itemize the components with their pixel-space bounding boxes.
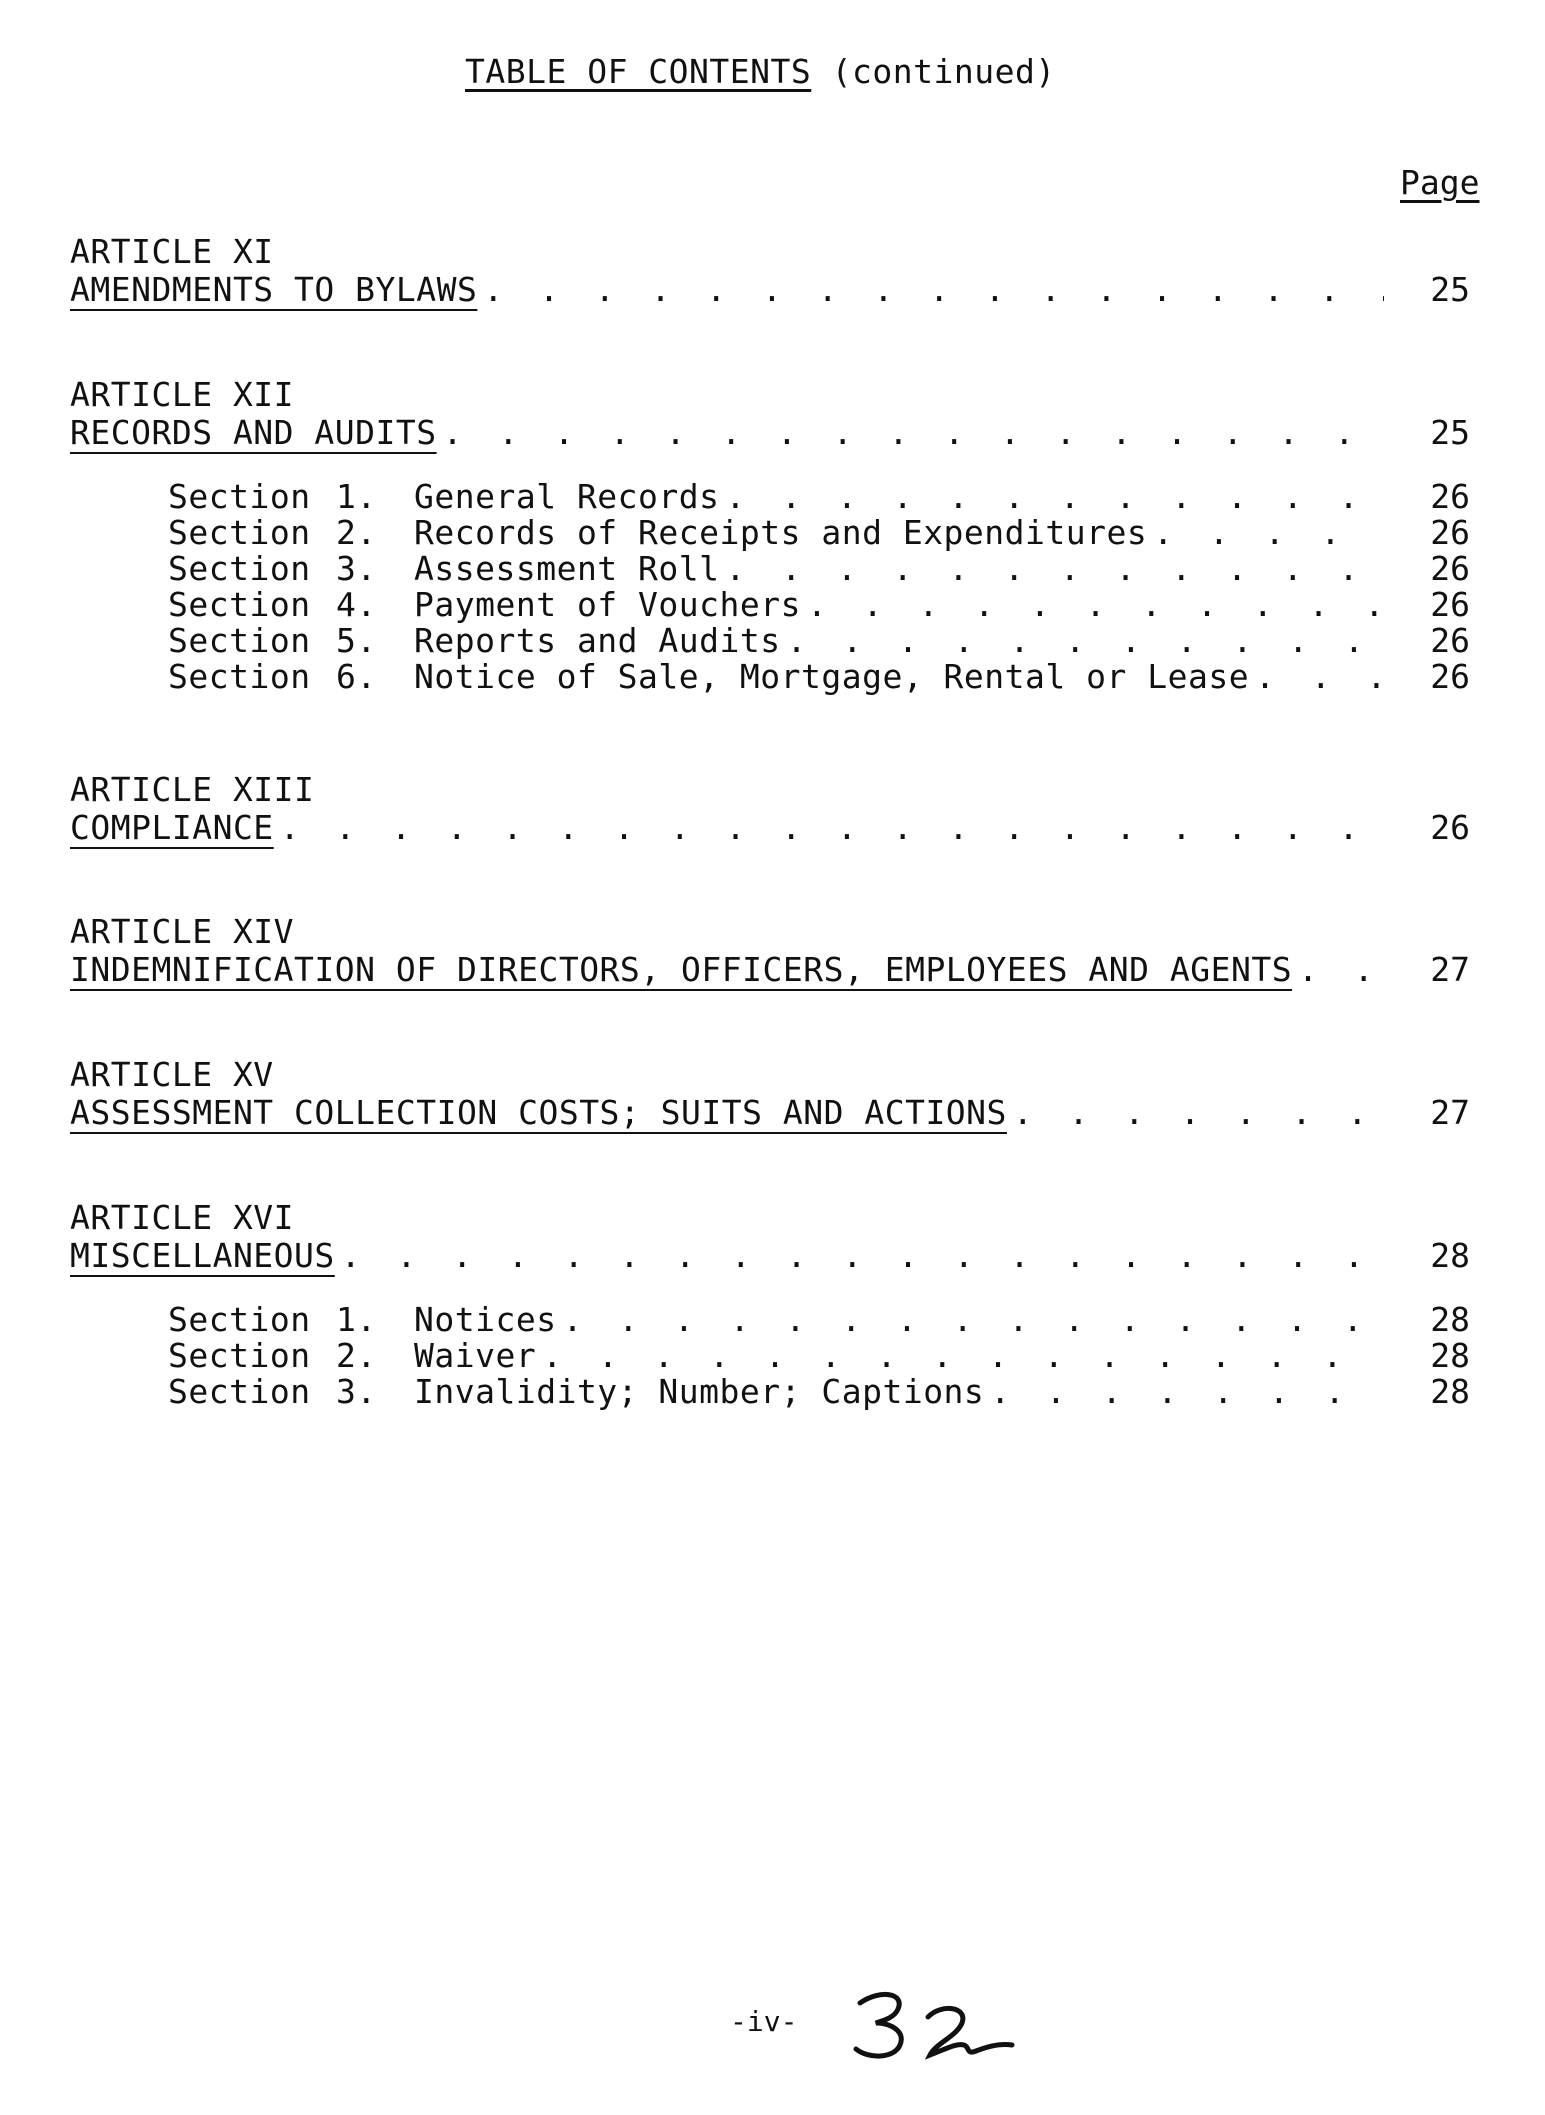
article-xv <box>70 1055 1470 1131</box>
page-number: 28 <box>1430 1236 1470 1275</box>
section-title: General Records <box>414 477 720 516</box>
article-entry <box>70 1095 1470 1131</box>
article-title: RECORDS AND AUDITS <box>70 413 437 452</box>
section-title: Reports and Audits <box>414 621 781 660</box>
page-number: 28 <box>1430 1372 1470 1411</box>
article-entry <box>70 1238 1470 1274</box>
section-number: 1. <box>336 477 377 516</box>
section-word: Section <box>168 477 311 516</box>
section-title: Invalidity; Number; Captions <box>414 1372 985 1411</box>
article-entry <box>70 810 1470 846</box>
section-entry <box>168 551 1470 587</box>
page-title <box>465 52 1056 91</box>
page-footer-number: -iv- <box>730 2005 798 2038</box>
leader-dots <box>807 587 1384 623</box>
section-entry <box>168 515 1470 551</box>
article-entry <box>70 952 1470 988</box>
article-number: ARTICLE XIII <box>70 770 315 809</box>
handwritten-page-number <box>850 1985 1020 2073</box>
leader-dots <box>1255 659 1384 695</box>
section-title: Records of Receipts and Expenditures <box>414 513 1148 552</box>
leader-dots <box>341 1238 1384 1274</box>
leader-dots <box>1013 1095 1384 1131</box>
article-xiii <box>70 770 1470 846</box>
article-number: ARTICLE XIV <box>70 912 295 951</box>
leader-dots <box>483 272 1384 308</box>
section-number: 6. <box>336 657 377 696</box>
article-title: AMENDMENTS TO BYLAWS <box>70 270 478 309</box>
leader-dots <box>443 415 1384 451</box>
section-entry <box>168 1338 1470 1374</box>
article-xi <box>70 232 1470 308</box>
section-word: Section <box>168 1300 311 1339</box>
section-number: 1. <box>336 1300 377 1339</box>
section-word: Section <box>168 585 311 624</box>
page-number: 25 <box>1430 270 1470 309</box>
section-number: 2. <box>336 1336 377 1375</box>
article-xvi <box>70 1198 1470 1410</box>
section-word: Section <box>168 1336 311 1375</box>
page-number: 26 <box>1430 621 1470 660</box>
section-entry <box>168 1374 1470 1410</box>
section-title: Payment of Vouchers <box>414 585 801 624</box>
page-number: 26 <box>1430 513 1470 552</box>
page-number: 26 <box>1430 808 1470 847</box>
section-title: Assessment Roll <box>414 549 720 588</box>
section-word: Section <box>168 513 311 552</box>
page-number: 26 <box>1430 549 1470 588</box>
page-column-header: Page <box>1400 163 1480 202</box>
section-title: Notice of Sale, Mortgage, Rental or Lease <box>414 657 1250 696</box>
leader-dots <box>542 1338 1384 1374</box>
page-number: 26 <box>1430 477 1470 516</box>
section-word: Section <box>168 1372 311 1411</box>
article-title: MISCELLANEOUS <box>70 1236 335 1275</box>
section-entry <box>168 623 1470 659</box>
leader-dots <box>726 479 1384 515</box>
page-number: 28 <box>1430 1336 1470 1375</box>
section-number: 4. <box>336 585 377 624</box>
leader-dots <box>1153 515 1384 551</box>
section-number: 3. <box>336 549 377 588</box>
article-title: INDEMNIFICATION OF DIRECTORS, OFFICERS, EMPLOYEES AND AGENTS <box>70 950 1293 989</box>
article-xiv <box>70 912 1470 988</box>
section-number: 3. <box>336 1372 377 1411</box>
article-entry <box>70 272 1470 308</box>
section-entry <box>168 479 1470 515</box>
leader-dots <box>990 1374 1384 1410</box>
title-suffix: (continued) <box>811 52 1056 91</box>
page-number: 28 <box>1430 1300 1470 1339</box>
section-title: Waiver <box>414 1336 537 1375</box>
section-word: Section <box>168 549 311 588</box>
page-number: 27 <box>1430 1093 1470 1132</box>
article-number: ARTICLE XVI <box>70 1198 295 1237</box>
page-number: 26 <box>1430 657 1470 696</box>
page-number: 25 <box>1430 413 1470 452</box>
article-title: COMPLIANCE <box>70 808 274 847</box>
page-number: 26 <box>1430 585 1470 624</box>
page-number: 27 <box>1430 950 1470 989</box>
leader-dots <box>787 623 1384 659</box>
article-xii <box>70 375 1470 695</box>
title-main: TABLE OF CONTENTS <box>465 52 812 91</box>
handwritten-32-signature <box>850 1985 1020 2065</box>
article-title: ASSESSMENT COLLECTION COSTS; SUITS AND ACTIONS <box>70 1093 1007 1132</box>
section-entry <box>168 1302 1470 1338</box>
section-word: Section <box>168 657 311 696</box>
article-number: ARTICLE XI <box>70 232 274 271</box>
leader-dots <box>1298 952 1384 988</box>
leader-dots <box>563 1302 1384 1338</box>
article-entry <box>70 415 1470 451</box>
section-entry <box>168 587 1470 623</box>
section-word: Section <box>168 621 311 660</box>
leader-dots <box>726 551 1384 587</box>
article-number: ARTICLE XV <box>70 1055 274 1094</box>
article-number: ARTICLE XII <box>70 375 295 414</box>
section-title: Notices <box>414 1300 557 1339</box>
section-entry <box>168 659 1470 695</box>
leader-dots <box>280 810 1384 846</box>
section-list <box>70 479 1470 695</box>
section-list <box>70 1302 1470 1410</box>
section-number: 5. <box>336 621 377 660</box>
section-number: 2. <box>336 513 377 552</box>
